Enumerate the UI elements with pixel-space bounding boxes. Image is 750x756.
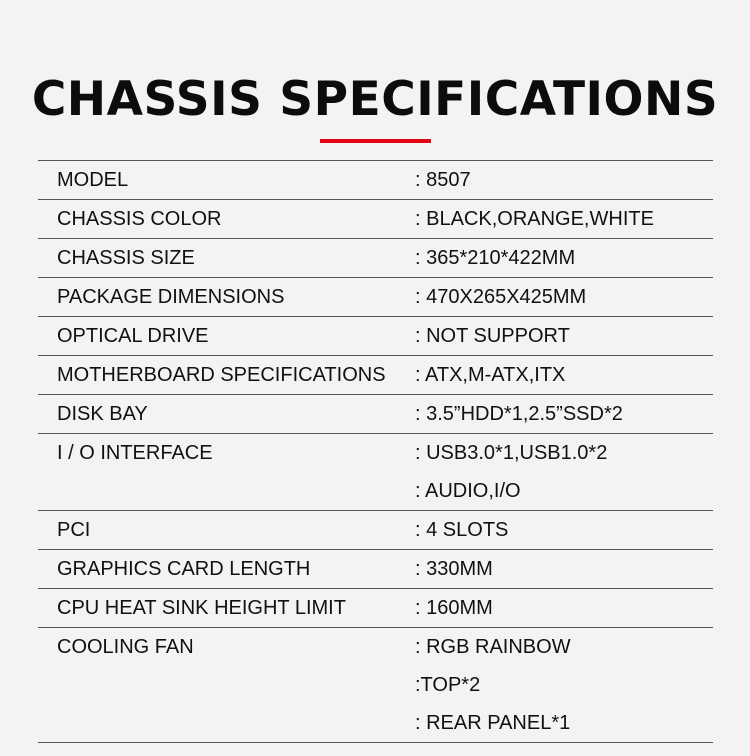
spec-value: : 3.5”HDD*1,2.5”SSD*2 [415,403,623,425]
spec-value: : RGB RAINBOW [415,636,571,658]
spec-label: MOTHERBOARD SPECIFICATIONS [57,364,386,386]
spec-value: : 160MM [415,597,493,619]
spec-row [38,550,713,589]
spec-values [415,161,713,199]
spec-value: : ATX,M-ATX,ITX [415,364,566,386]
spec-label: DISK BAY [57,403,148,425]
spec-values [415,434,713,510]
page-title: CHASSIS SPECIFICATIONS [31,72,719,127]
spec-row [38,628,713,743]
spec-row [38,434,713,511]
spec-value: : 330MM [415,558,493,580]
spec-values [415,317,713,355]
spec-value: : USB3.0*1,USB1.0*2 [415,442,608,464]
spec-row [38,511,713,550]
spec-label: PACKAGE DIMENSIONS [57,286,285,308]
spec-row [38,395,713,434]
spec-label: GRAPHICS CARD LENGTH [57,558,311,580]
spec-row [38,161,713,200]
spec-values [415,200,713,238]
spec-value: : NOT SUPPORT [415,325,570,347]
spec-value: : 470X265X425MM [415,286,587,308]
spec-value: : REAR PANEL*1 [415,712,571,734]
spec-label: PCI [57,519,91,541]
title-underline-accent [320,139,431,143]
spec-values [415,550,713,588]
spec-table [38,160,713,743]
spec-values [415,589,713,627]
spec-values [415,628,713,742]
spec-row [38,200,713,239]
spec-label: COOLING FAN [57,636,194,658]
spec-label: OPTICAL DRIVE [57,325,209,347]
spec-value: : BLACK,ORANGE,WHITE [415,208,654,230]
spec-label: I / O INTERFACE [57,442,213,464]
spec-value: : 4 SLOTS [415,519,509,541]
spec-row [38,356,713,395]
spec-label: CHASSIS SIZE [57,247,195,269]
spec-row [38,589,713,628]
spec-values [415,395,713,433]
spec-row [38,317,713,356]
spec-values [415,239,713,277]
spec-value: :TOP*2 [415,674,481,696]
spec-label: CPU HEAT SINK HEIGHT LIMIT [57,597,346,619]
spec-values [415,511,713,549]
spec-row [38,278,713,317]
spec-values [415,278,713,316]
spec-value: : 8507 [415,169,471,191]
spec-value: : 365*210*422MM [415,247,576,269]
spec-label: MODEL [57,169,129,191]
spec-value: : AUDIO,I/O [415,480,521,502]
spec-label: CHASSIS COLOR [57,208,222,230]
spec-row [38,239,713,278]
spec-values [415,356,713,394]
